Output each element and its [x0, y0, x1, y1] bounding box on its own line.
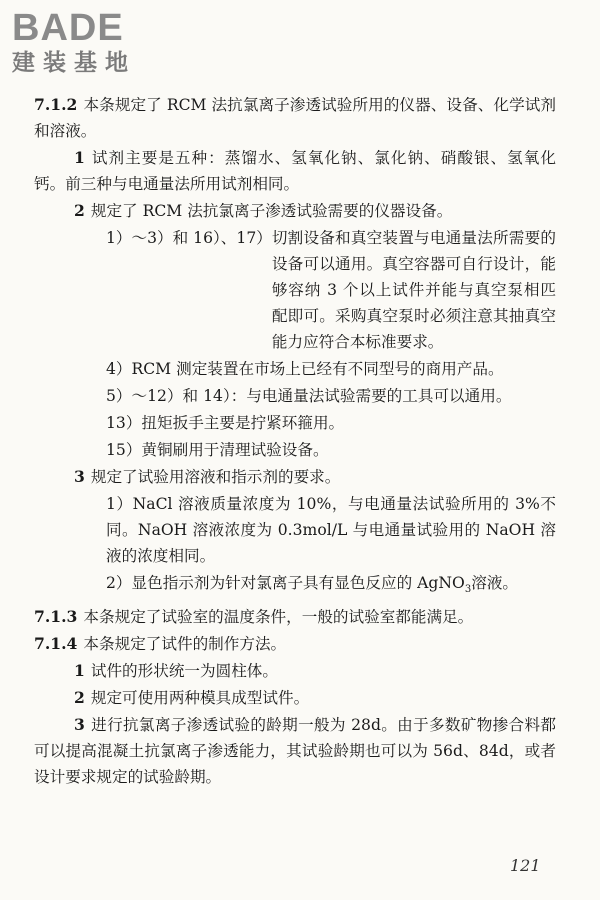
item-3b — [34, 712, 556, 790]
clause-number: 7.1.4 — [34, 634, 78, 654]
subitem-15: 15）黄铜刷用于清理试验设备。 — [106, 441, 329, 459]
item-number: 2 — [74, 688, 85, 708]
subitem-4: 4）RCM 测定装置在市场上已经有不同型号的商用产品。 — [106, 360, 504, 378]
clause-7-1-2 — [34, 92, 556, 144]
clause-number: 7.1.2 — [34, 95, 78, 114]
page-number: 121 — [510, 856, 541, 875]
item-text: 规定了试验用溶液和指示剂的要求。 — [90, 468, 341, 486]
subitem-label: 1）～3）和 16）、17） — [106, 229, 272, 247]
item-number: 1 — [74, 148, 85, 167]
item-text: 规定可使用两种模具成型试件。 — [90, 689, 310, 708]
item-2b — [34, 685, 556, 711]
item-2 — [34, 198, 556, 224]
item-number: 1 — [74, 661, 85, 681]
item-number: 3 — [74, 715, 85, 735]
subitem-label: 5）～12）和 14）： — [106, 387, 247, 405]
subitem-text: 2）显色指示剂为针对氯离子具有显色反应的 AgNO — [106, 574, 465, 592]
clause-number: 7.1.3 — [34, 607, 78, 627]
item-number: 3 — [74, 467, 85, 486]
item-number: 2 — [74, 201, 85, 220]
subitem-5-12 — [34, 383, 556, 409]
logo-text: BADE — [12, 7, 124, 49]
clause-text: 本条规定了试件的制作方法。 — [83, 635, 287, 654]
item-text: 规定了 RCM 法抗氯离子渗透试验需要的仪器设备。 — [90, 202, 453, 220]
subitem-text: 与电通量法试验需要的工具可以通用。 — [246, 387, 512, 405]
subitem-13: 13）扭矩扳手主要是拧紧环箍用。 — [106, 414, 345, 432]
subitem-nacl: 1）NaCl 溶液质量浓度为 10%，与电通量法试验所用的 3%不同。NaOH 溶液浓度为 0.3mol/L 与电通量试验用的 NaOH 溶液的浓度相同。 — [106, 495, 556, 565]
item-3 — [34, 464, 556, 490]
clause-text: 本条规定了 RCM 法抗氯离子渗透试验所用的仪器、设备、化学试剂和溶液。 — [34, 96, 556, 140]
clause-7-1-4 — [34, 631, 556, 657]
item-1b — [34, 658, 556, 684]
item-text: 试件的形状统一为圆柱体。 — [90, 662, 278, 681]
subscript: 3 — [464, 584, 472, 596]
subitem-tail: 溶液。 — [471, 574, 519, 592]
logo — [12, 8, 192, 78]
item-1 — [34, 145, 556, 197]
item-text: 进行抗氯离子渗透试验的龄期一般为 28d。由于多数矿物掺合料都可以提高混凝土抗氯离子渗透能力，其试验龄期也可以为 56d、84d，或者设计要求规定的试验龄期。 — [34, 716, 556, 787]
clause-text: 本条规定了试验室的温度条件，一般的试验室都能满足。 — [83, 608, 474, 627]
page-body — [34, 92, 556, 791]
subitem-indicator — [34, 570, 556, 603]
item-text: 试剂主要是五种：蒸馏水、氢氧化钠、氯化钠、硝酸银、氢氧化钙。前三种与电通量法所用试剂相同。 — [34, 149, 556, 193]
subitem-1-3 — [34, 225, 556, 355]
subitem-text: 切割设备和真空装置与电通量法所需要的设备可以通用。真空容器可自行设计，能够容纳 3 个以上试件并能与真空泵相匹配即可。采购真空泵时必须注意其抽真空能力应符合本标准要求。 — [271, 229, 556, 351]
logo-subtitle: 建装基地 — [12, 50, 136, 76]
clause-7-1-3 — [34, 604, 556, 630]
